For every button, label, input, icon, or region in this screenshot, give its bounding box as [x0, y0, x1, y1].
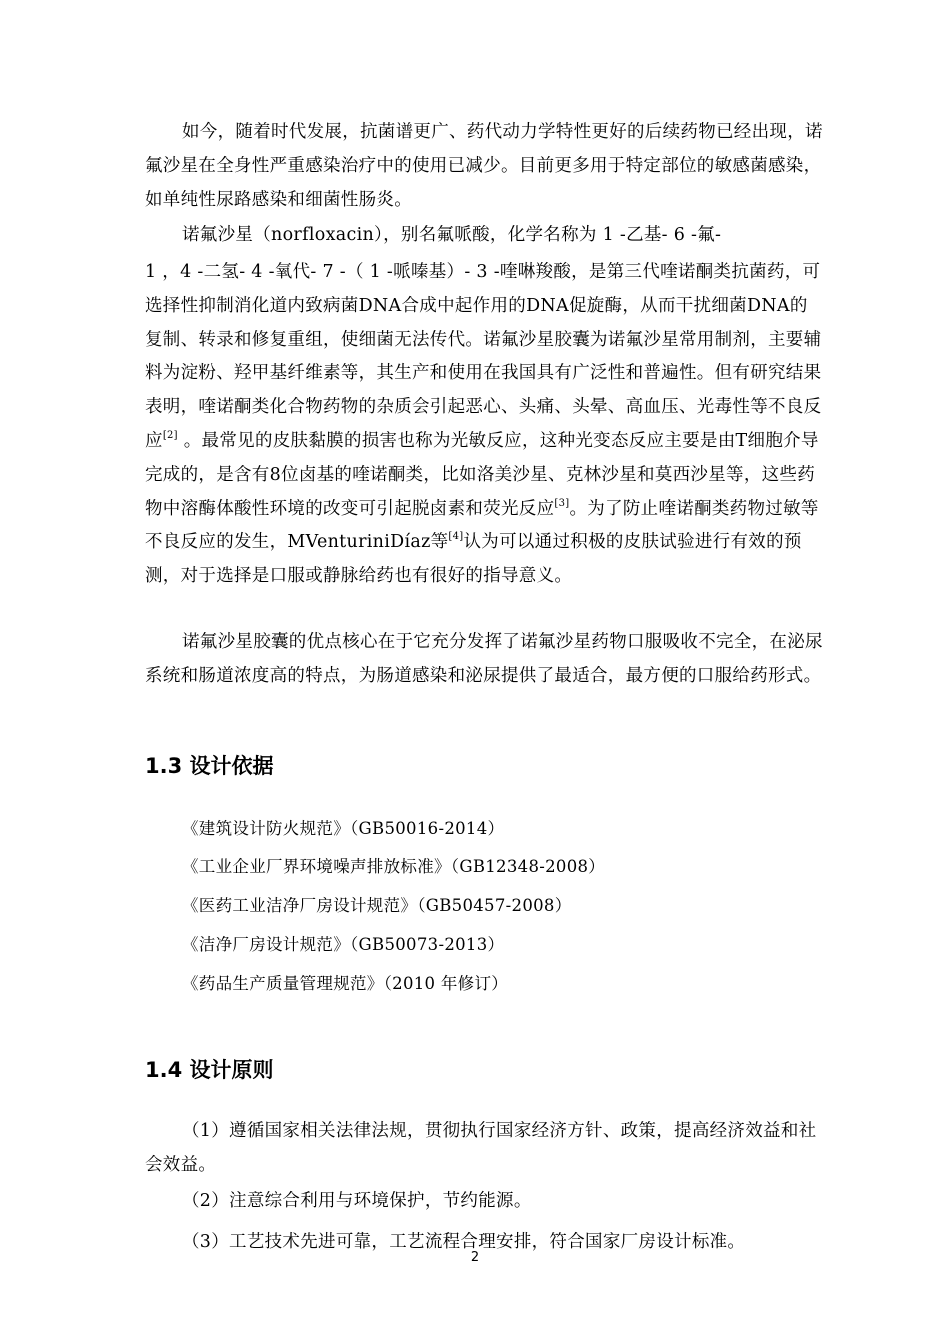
principle-item: （3）工艺技术先进可靠，工艺流程合理安排，符合国家厂房设计标准。	[182, 1232, 746, 1252]
reference-item: 《建筑设计防火规范》（GB50016-2014）	[182, 819, 505, 838]
reference-item: 《药品生产质量管理规范》（2010 年修订）	[182, 974, 509, 993]
citation-3: [3]	[554, 497, 570, 509]
paragraph-text: 。最常见的皮肤黏膜的损害也称为光敏反应，这种光变态反应主要是由T细胞介导完成的，是含有8位卤基的喹诺酮类，比如洛美沙星、克林沙星和莫西沙星等，这些药物中溶酶体酸性环境的改变可引起脱卤素和荧光反应	[145, 430, 819, 519]
reference-item: 《工业企业厂界环境噪声排放标准》（GB12348-2008）	[182, 857, 606, 876]
citation-2: [2]	[162, 429, 178, 441]
reference-item: 《医药工业洁净厂房设计规范》（GB50457-2008）	[182, 896, 572, 915]
paragraph-text: 。为了防止喹诺酮类药物过敏等不良反应的发生，MVenturiniDíaz等	[145, 498, 819, 553]
paragraph-text: 1 ，4 -二氢- 4 -氧代- 7 -（ 1 -哌嗪基）- 3 -喹啉羧酸，是第三代喹诺酮类抗菌药，可选择性抑制消化道内致病菌DNA合成中起作用的DNA促旋酶，从而干扰细菌DNA的复制、转录和修复重组，使细菌无法传代。诺氟沙星胶囊为诺氟沙星常用制剂，主要辅料为淀粉、羟甲基纤维素等，其生产和使用在我国具有广泛性和普遍性。但有研究结果表明，喹诺酮类化合物药物的杂质会引起恶心、头痛、头晕、高血压、光毒性等不良反应	[145, 262, 822, 451]
reference-item: 《洁净厂房设计规范》（GB50073-2013）	[182, 935, 505, 954]
paragraph-text: 认为可以通过积极的皮肤试验进行有效的预测，对于选择是口服或静脉给药也有很好的指导意义。	[145, 532, 802, 587]
principle-item: （1）遵循国家相关法律法规，贯彻执行国家经济方针、政策，提高经济效益和社会效益。	[145, 1121, 817, 1175]
paragraph-capsule-advantages: 诺氟沙星胶囊的优点核心在于它充分发挥了诺氟沙星药物口服吸收不完全，在泌尿系统和肠道浓度高的特点，为肠道感染和泌尿提供了最适合，最方便的口服给药形式。	[145, 632, 823, 686]
section-heading-1-4: 1.4 设计原则	[145, 1058, 274, 1082]
section-heading-1-3: 1.3 设计依据	[145, 754, 274, 778]
paragraph-norfloxacin-body	[145, 256, 825, 594]
principle-item: （2）注意综合利用与环境保护，节约能源。	[182, 1191, 532, 1211]
paragraph-intro: 如今，随着时代发展，抗菌谱更广、药代动力学特性更好的后续药物已经出现，诺氟沙星在全身性严重感染治疗中的使用已减少。目前更多用于特定部位的敏感菌感染，如单纯性尿路感染和细菌性肠炎。	[145, 122, 823, 210]
citation-4: [4]	[448, 531, 464, 543]
page-number: 2	[470, 1250, 480, 1265]
paragraph-norfloxacin-first-line: 诺氟沙星（norfloxacin），别名氟哌酸，化学名称为 1 -乙基- 6 -氟-	[182, 225, 722, 245]
